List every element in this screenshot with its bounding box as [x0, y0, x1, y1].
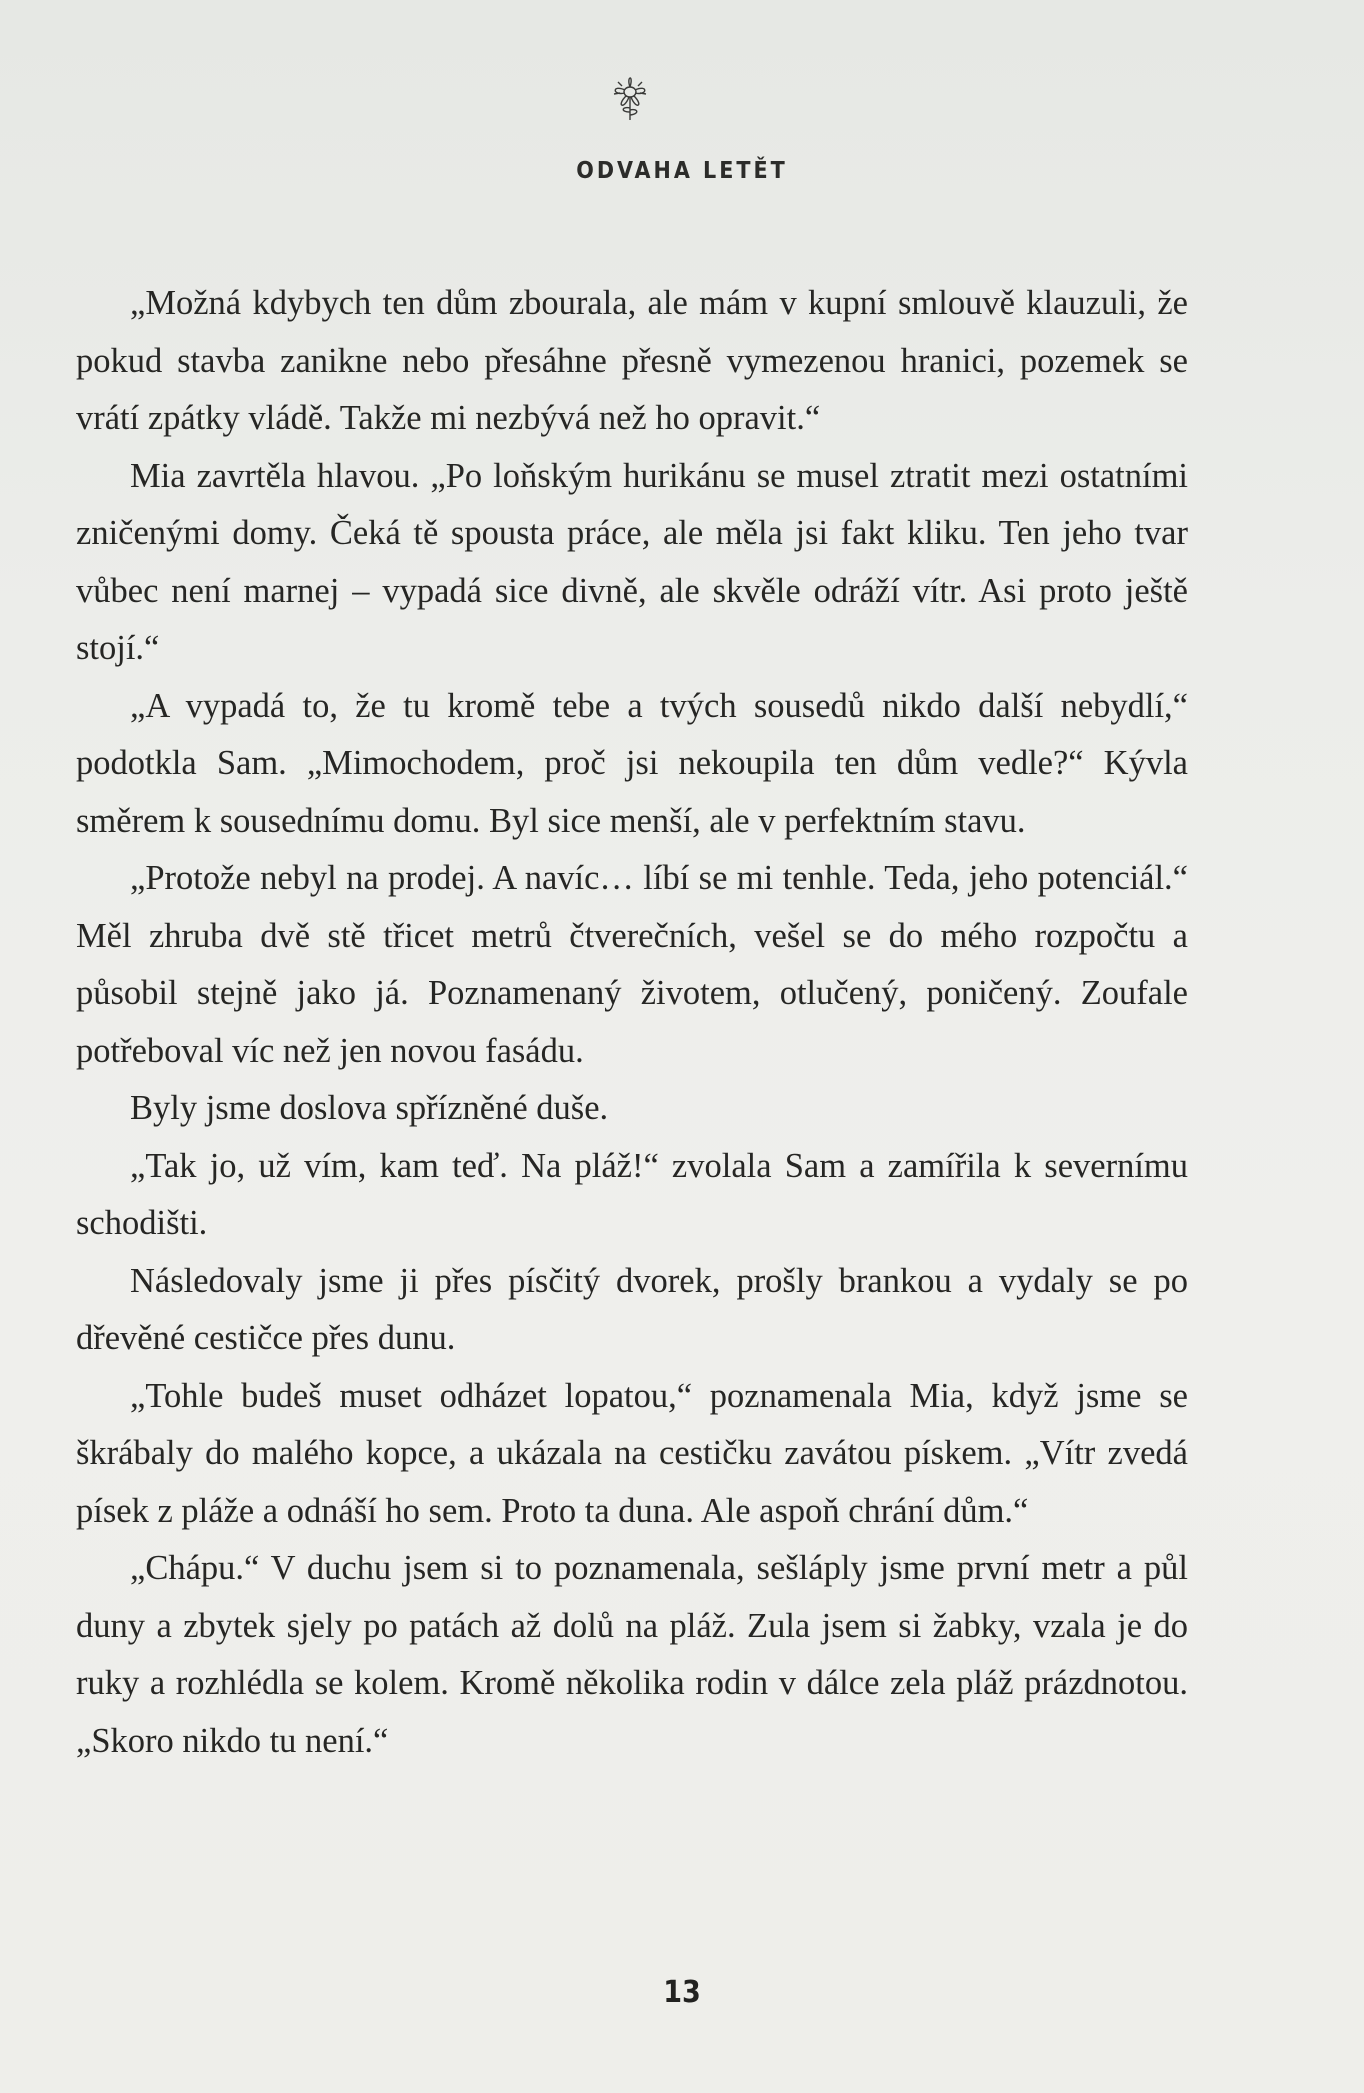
paragraph: „Protože nebyl na prodej. A navíc… líbí se mi tenhle. Teda, jeho potenciál.“ Měl zhruba dvě stě třicet metrů čtverečních, vešel se do mého rozpočtu a působil stejně jako já. Poznamenaný životem, otlučený, poničený. Zoufale potřeboval víc než jen novou fasádu. [76, 859, 1188, 1070]
page-number: 13 [663, 1975, 701, 2010]
running-head: ODVAHA LETĚT [576, 158, 788, 184]
paragraph: „Tohle budeš muset odházet lopatou,“ poznamenala Mia, když jsme se škrábaly do malého kopce, a ukázala na cestičku zavátou pískem. „Vítr zvedá písek z pláže a odnáší ho sem. Proto ta duna. Ale aspoň chrání dům.“ [76, 1376, 1188, 1530]
paragraph: „Chápu.“ V duchu jsem si to poznamenala, sešláply jsme první metr a půl duny a zbytek sjely po patách až dolů na pláž. Zula jsem si žabky, vzala je do ruky a rozhlédla se kolem. Kromě několika rodin v dálce zela pláž prázdnotou. „Skoro nikdo tu není.“ [76, 1549, 1188, 1760]
paragraph: „A vypadá to, že tu kromě tebe a tvých sousedů nikdo další nebydlí,“ podotkla Sam. „Mimochodem, proč jsi nekoupila ten dům vedle?“ Kývla směrem k sousednímu domu. Byl sice menší, ale v perfektním stavu. [76, 686, 1188, 840]
paragraph: Následovaly jsme ji přes písčitý dvorek, prošly brankou a vydaly se po dřevěné cestičce přes dunu. [76, 1261, 1188, 1357]
body-text [76, 275, 1188, 1770]
paragraph: „Tak jo, už vím, kam teď. Na pláž!“ zvolala Sam a zamířila k severnímu schodišti. [76, 1146, 1188, 1242]
paragraph: Byly jsme doslova spřízněné duše. [130, 1089, 609, 1127]
paragraph: Mia zavrtěla hlavou. „Po loňským hurikánu se musel ztratit mezi ostatními zničenými domy. Čeká tě spousta práce, ale měla jsi fakt kliku. Ten jeho tvar vůbec není marnej – vypadá sice divně, ale skvěle odráží vítr. Asi proto ještě stojí.“ [76, 456, 1188, 667]
paragraph: „Možná kdybych ten dům zbourala, ale mám v kupní smlouvě klauzuli, že pokud stavba zanikne nebo přesáhne přesně vymezenou hranici, pozemek se vrátí zpátky vládě. Takže mi nezbývá než ho opravit.“ [76, 284, 1188, 437]
flower-ornament-icon [600, 70, 660, 124]
